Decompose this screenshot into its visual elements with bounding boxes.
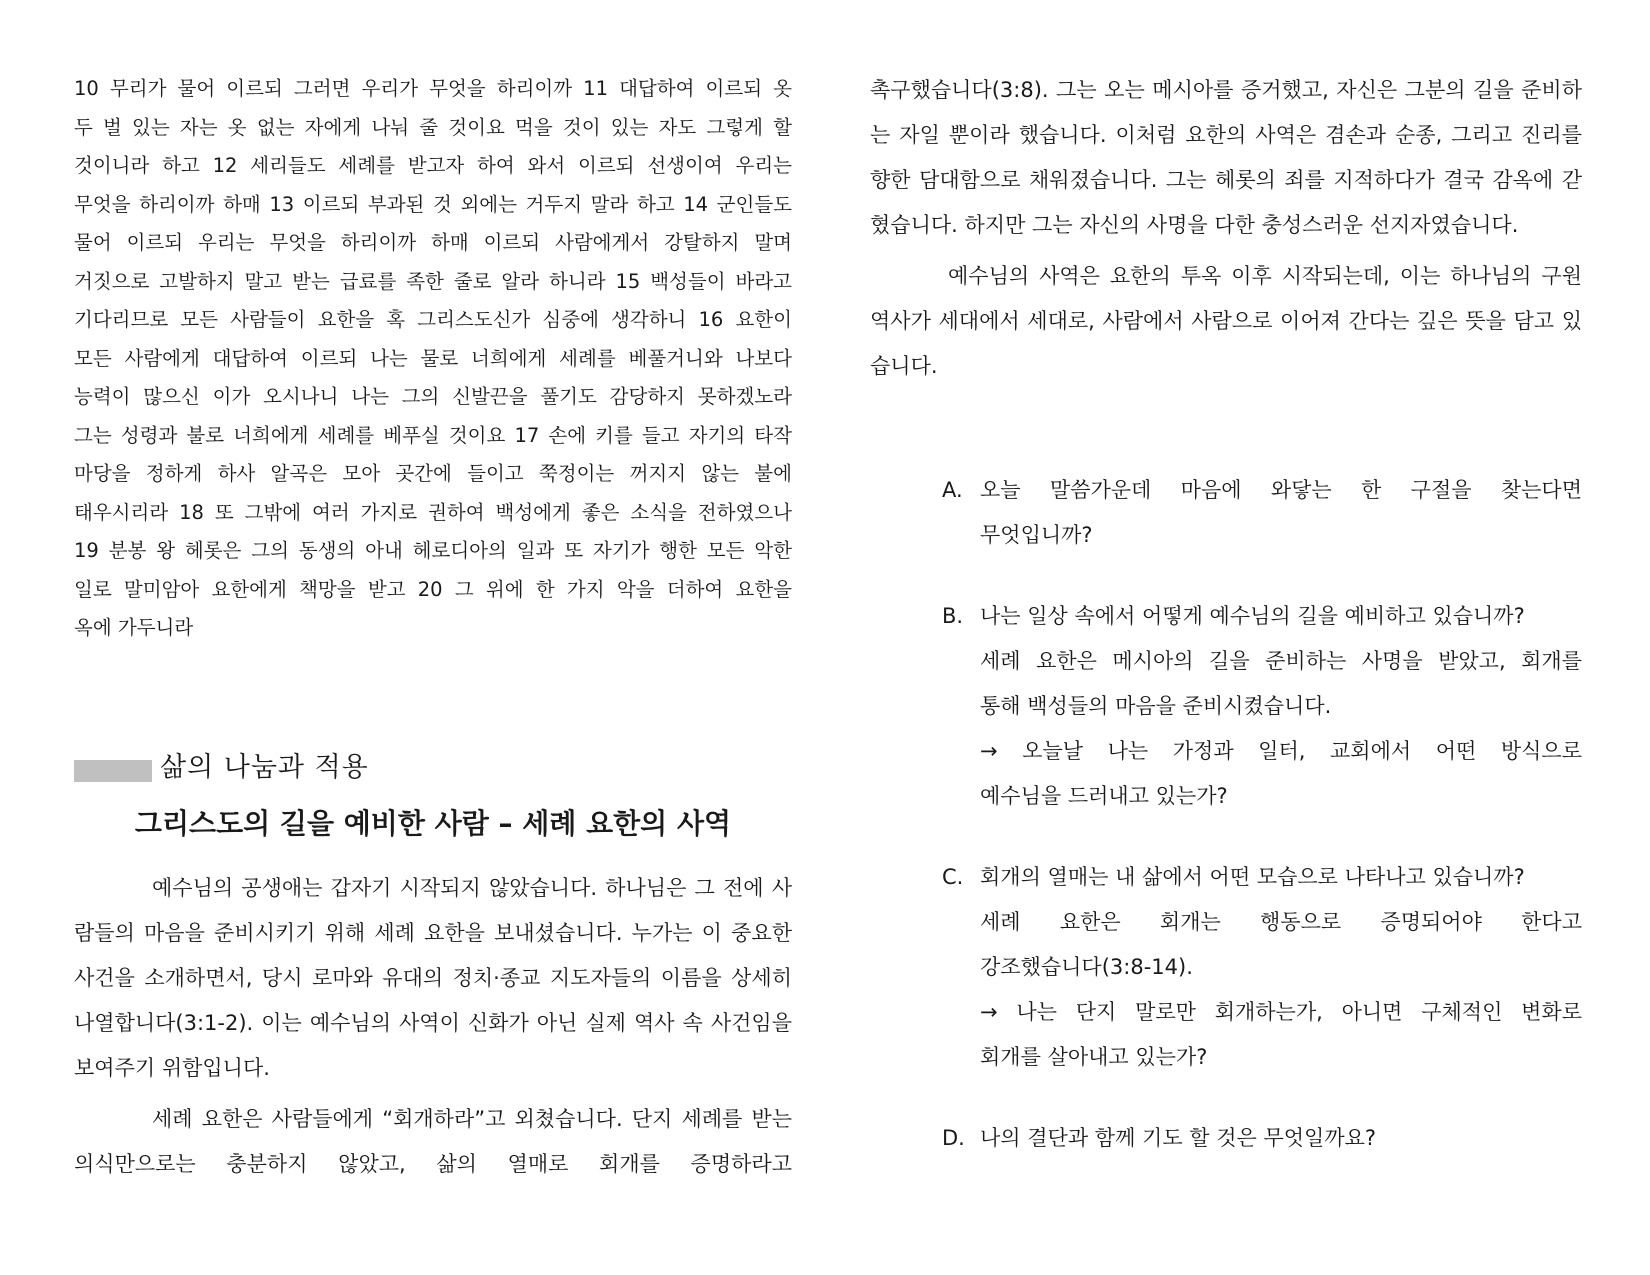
article-title: 그리스도의 길을 예비한 사람 – 세례 요한의 사역 [134,807,732,840]
question-line: 나는 일상 속에서 어떻게 예수님의 길을 예비하고 있습니까? [980,604,1525,628]
question-line: → 나는 단지 말로만 회개하는가, 아니면 구체적인 변화로 [980,1000,1582,1024]
scripture-line: 거짓으로 고발하지 말고 받는 급료를 족한 줄로 알라 하니라 15 백성들이 바라고 [74,269,792,293]
article-paragraph-2: 세례 요한은 사람들에게 “회개하라”고 외쳤습니다. 단지 세례를 받는 의식만으로는 충분하지 않았고, 삶의 열매로 회개를 증명하라고 [74,1107,792,1176]
question-d [942,1116,1582,1161]
scripture-line: 모든 사람에게 대답하여 이르되 나는 물로 너희에게 세례를 베풀거니와 나보다 [74,346,792,370]
scripture-line: 옥에 가두니라 [74,616,194,639]
question-a [942,468,1582,558]
question-letter: B. [942,604,964,628]
section-label: 삶의 나눔과 적용 [160,752,369,783]
question-line: 오늘 말씀가운데 마음에 와닿는 한 구절을 찾는다면 [980,478,1582,502]
section-heading [74,748,792,788]
scripture-line: 10 무리가 물어 이르되 그러면 우리가 무엇을 하리이까 11 대답하여 이르되 옷 [74,77,792,100]
question-line: 세례 요한은 메시아의 길을 준비하는 사명을 받았고, 회개를 [980,649,1582,673]
article-paragraph-1: 예수님의 공생애는 갑자기 시작되지 않았습니다. 하나님은 그 전에 사람들의 마음을 준비시키기 위해 세례 요한을 보내셨습니다. 누가는 이 중요한 사건을 소개하면서, 당시 로마와 유대의 정치·종교 지도자들의 이름을 상세히 나열합니다(3:1-2). 이는 예수님의 사역이 신화가 아닌 실제 역사 속 사건임을 보여주기 위함입니다. [74,876,792,1080]
article-paragraph-2-continued: 촉구했습니다(3:8). 그는 오는 메시아를 증거했고, 자신은 그분의 길을 준비하는 자일 뿐이라 했습니다. 이처럼 요한의 사역은 겸손과 순종, 그리고 진리를 향한 담대함으로 채워졌습니다. 그는 헤롯의 죄를 지적하다가 결국 감옥에 갇혔습니다. 하지만 그는 자신의 사명을 다한 충성스러운 선지자였습니다. [870,78,1582,237]
question-c [942,855,1582,1080]
scripture-line: 기다리므로 모든 사람들이 요한을 혹 그리스도신가 심중에 생각하니 16 요한이 [74,308,792,331]
scripture-line: 태우시리라 18 또 그밖에 여러 가지로 권하여 백성에게 좋은 소식을 전하였으나 [74,500,792,524]
scripture-line: 것이니라 하고 12 세리들도 세례를 받고자 하여 와서 이르되 선생이여 우리는 [74,154,792,177]
scripture-line: 능력이 많으신 이가 오시나니 나는 그의 신발끈을 풀기도 감당하지 못하겠노라 [74,385,792,408]
scripture-line: 19 분봉 왕 헤롯은 그의 동생의 아내 헤로디아의 일과 또 자기가 행한 모든 악한 [74,539,792,562]
scripture-line: 그는 성령과 불로 너희에게 세례를 베푸실 것이요 17 손에 키를 들고 자기의 타작 [74,423,792,447]
question-line: 회개의 열매는 내 삶에서 어떤 모습으로 나타나고 있습니까? [980,865,1525,889]
question-line: → 오늘날 나는 가정과 일터, 교회에서 어떤 방식으로 [980,739,1582,763]
right-column [870,68,1582,1150]
question-line: 회개를 살아내고 있는가? [980,1045,1208,1069]
scripture-line: 두 벌 있는 자는 옷 없는 자에게 나눠 줄 것이요 먹을 것이 있는 자도 그렇게 할 [74,115,792,139]
section-marker-bar [74,760,152,782]
question-line: 강조했습니다(3:8-14). [980,955,1193,979]
question-letter: C. [942,865,964,889]
left-column [74,70,792,1176]
question-line: 무엇입니까? [980,523,1093,547]
question-line: 세례 요한은 회개는 행동으로 증명되어야 한다고 [980,910,1582,934]
scripture-line: 마당을 정하게 하사 알곡은 모아 곳간에 들이고 쭉정이는 꺼지지 않는 불에 [74,462,792,485]
article-paragraph-3: 예수님의 사역은 요한의 투옥 이후 시작되는데, 이는 하나님의 구원 역사가 세대에서 세대로, 사람에서 사람으로 이어져 간다는 깊은 뜻을 담고 있습니다. [870,264,1582,378]
question-b [942,594,1582,819]
scripture-line: 일로 말미암아 요한에게 책망을 받고 20 그 위에 한 가지 악을 더하여 요한을 [74,577,792,601]
scripture-line: 무엇을 하리이까 하매 13 이르되 부과된 것 외에는 거두지 말라 하고 14 군인들도 [74,192,792,216]
question-letter: D. [942,1126,965,1150]
question-line: 통해 백성들의 마음을 준비시켰습니다. [980,694,1332,718]
scripture-line: 물어 이르되 우리는 무엇을 하리이까 하매 이르되 사람에게서 강탈하지 말며 [74,231,792,254]
scripture-passage [74,70,792,648]
article-body-left [74,866,792,1187]
question-letter: A. [942,478,963,502]
question-line: 나의 결단과 함께 기도 할 것은 무엇일까요? [980,1126,1377,1150]
reflection-questions [942,468,1582,1161]
question-line: 예수님을 드러내고 있는가? [980,784,1228,808]
